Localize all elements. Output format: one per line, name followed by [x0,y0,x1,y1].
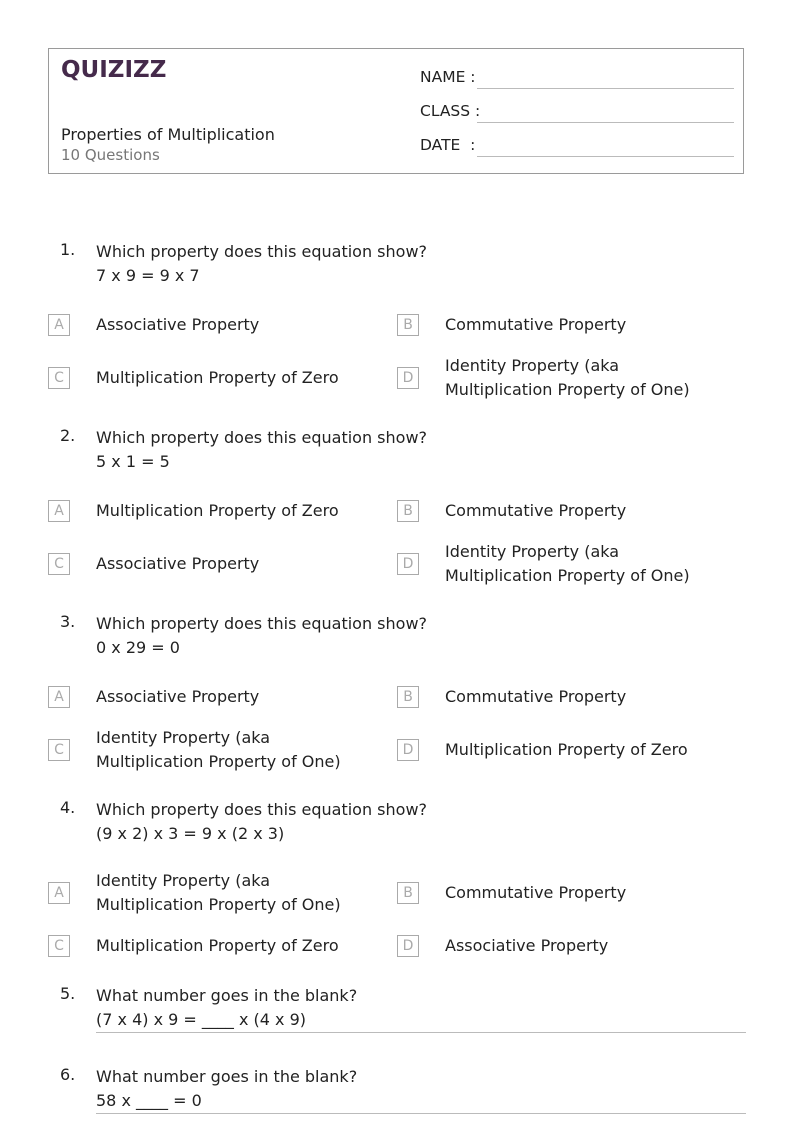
question-text [96,1065,357,1113]
question-line: 7 x 9 = 9 x 7 [96,266,200,285]
question-line: Which property does this equation show? [96,242,428,261]
question-count: 10 Questions [61,146,160,164]
question-line: Which property does this equation show? [96,428,428,447]
class-field[interactable] [420,100,734,126]
option-letter-box[interactable]: A [48,882,70,904]
option-letter-box[interactable]: D [397,935,419,957]
option-text: Multiplication Property of Zero [96,936,339,955]
option-text: Identity Property (aka Multiplication Property of One) [96,871,341,914]
option-text: Multiplication Property of Zero [96,368,339,387]
option-letter-box[interactable]: B [397,314,419,336]
worksheet-header [48,48,744,174]
option-letter-box[interactable]: A [48,500,70,522]
class-line[interactable] [477,122,734,123]
option-text: Identity Property (aka Multiplication Property of One) [445,542,690,585]
name-label: NAME : [420,68,476,86]
question-line: 5 x 1 = 5 [96,452,170,471]
option-text: Commutative Property [445,315,627,334]
option-text: Commutative Property [445,501,627,520]
question-number: 3. [60,612,76,631]
option-letter-box[interactable]: C [48,739,70,761]
option-letter-box[interactable]: C [48,367,70,389]
date-field[interactable] [420,134,734,160]
option-text: Associative Property [96,554,260,573]
answer-line[interactable] [96,1113,746,1114]
option-letter-box[interactable]: A [48,686,70,708]
quizizz-logo: QUIZIZZ [61,57,167,83]
question-line: What number goes in the blank? [96,1067,358,1086]
class-label: CLASS : [420,102,481,120]
question-number: 6. [60,1065,76,1084]
question-number: 4. [60,798,76,817]
option-letter-box[interactable]: A [48,314,70,336]
option-text: Commutative Property [445,687,627,706]
worksheet-title: Properties of Multiplication [61,125,275,144]
question-text [96,798,427,846]
name-field[interactable] [420,66,734,92]
date-label: DATE : [420,136,476,154]
option-text: Commutative Property [445,883,627,902]
date-line[interactable] [477,156,734,157]
option-text: Identity Property (aka Multiplication Property of One) [445,356,690,399]
name-line[interactable] [477,88,734,89]
question-line: 58 x ____ = 0 [96,1091,202,1110]
option-letter-box[interactable]: B [397,686,419,708]
question-text [96,426,427,474]
question-text [96,612,427,660]
question-number: 5. [60,984,76,1003]
option-letter-box[interactable]: D [397,367,419,389]
option-text: Associative Property [96,315,260,334]
option-text: Multiplication Property of Zero [445,740,688,759]
option-letter-box[interactable]: B [397,500,419,522]
question-line: What number goes in the blank? [96,986,358,1005]
question-number: 2. [60,426,76,445]
question-number: 1. [60,240,76,259]
option-letter-box[interactable]: D [397,553,419,575]
question-line: Which property does this equation show? [96,614,428,633]
option-text: Associative Property [96,687,260,706]
question-line: Which property does this equation show? [96,800,428,819]
option-text: Multiplication Property of Zero [96,501,339,520]
option-letter-box[interactable]: C [48,553,70,575]
question-line: 0 x 29 = 0 [96,638,180,657]
option-text: Associative Property [445,936,609,955]
answer-line[interactable] [96,1032,746,1033]
question-text [96,984,357,1032]
question-line: (7 x 4) x 9 = ____ x (4 x 9) [96,1010,307,1029]
option-letter-box[interactable]: C [48,935,70,957]
question-line: (9 x 2) x 3 = 9 x (2 x 3) [96,824,285,843]
option-letter-box[interactable]: B [397,882,419,904]
option-text: Identity Property (aka Multiplication Property of One) [96,728,341,771]
question-text [96,240,427,288]
option-letter-box[interactable]: D [397,739,419,761]
